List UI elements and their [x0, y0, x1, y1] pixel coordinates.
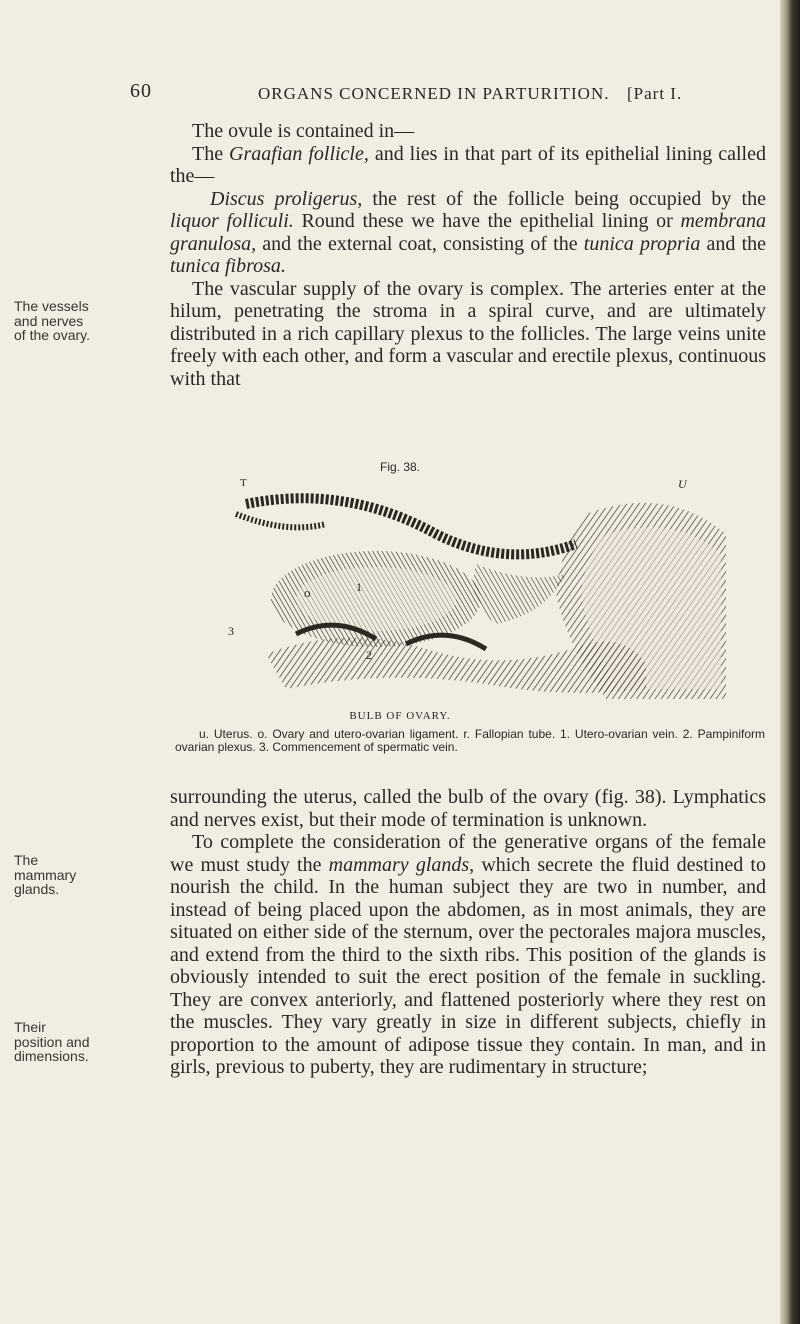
page-number: 60	[130, 80, 152, 102]
text-block-bottom	[170, 786, 766, 1079]
running-title: ORGANS CONCERNED IN PARTURITION.	[258, 84, 610, 103]
venous-plexus-shape	[266, 638, 646, 693]
figure-caption: u. Uterus. o. Ovary and utero-ovarian ligament. r. Fallopian tube. 1. Utero-ovarian vein. 2. Pampiniform ovarian plexus. 3. Commencement of spermatic vein.	[175, 727, 765, 754]
margin-note-position: Their position and dimensions.	[14, 1019, 90, 1064]
paragraph: Discus proligerus, the rest of the follicle being occupied by the liquor folliculi. Round these we have the epithelial lining or membrana granulosa, and the external coat, consisting of the tunica propria and the tunica fibrosa.	[170, 187, 767, 277]
marker-1: 1	[356, 580, 362, 594]
marker-2: 2	[366, 648, 372, 662]
text-block-top	[170, 120, 766, 390]
page-binding-edge	[780, 0, 800, 1324]
paragraph: The ovule is contained in—	[192, 120, 415, 142]
marker-3: 3	[228, 624, 234, 638]
figure-label: Fig. 38.	[379, 460, 421, 474]
margin-note-vessels: The vessels and nerves of the ovary.	[14, 298, 91, 343]
paragraph: surrounding the uterus, called the bulb of the ovary (fig. 38). Lymphatics and nerves exist, but their mode of termination is unknown.	[170, 786, 766, 831]
running-header	[130, 80, 770, 106]
margin-note-mammary: The mammary glands.	[14, 852, 77, 897]
paragraph: To complete the consideration of the generative organs of the female we must study the mammary glands, which secrete the fluid destined to nourish the child. In the human subject they are two in number, and instead of being placed upon the abdomen, as in most animals, they are situated on either side of the sternum, over the pectorales majora muscles, and extend from the third to the sixth ribs. This position of the glands is obviously intended to suit the erect position of the female in suckling. They are convex anteriorly, and flattened posteriorly where they rest on the muscles. They vary greatly in size in different subjects, chiefly in proportion to the amount of adipose tissue they contain. In man, and in girls, previous to puberty, they are rudimentary in structure;	[170, 831, 766, 1078]
marker-o: o	[304, 585, 311, 600]
figure-title: BULB OF OVARY.	[349, 710, 451, 722]
figure-illustration	[226, 474, 730, 704]
paragraph: The Graafian follicle, and lies in that part of its epithelial lining called the—	[170, 142, 766, 187]
paragraph: The vascular supply of the ovary is complex. The arteries enter at the hilum, penetrating the stroma in a spiral curve, and are ultimately distributed in a rich capillary plexus to the follicles. The large veins unite freely with each other, and form a vascular and erectile plexus, continuous with that	[170, 277, 766, 390]
part-label: [Part I.	[627, 84, 683, 103]
marker-u: U	[678, 477, 687, 491]
marker-t: T	[240, 477, 247, 489]
